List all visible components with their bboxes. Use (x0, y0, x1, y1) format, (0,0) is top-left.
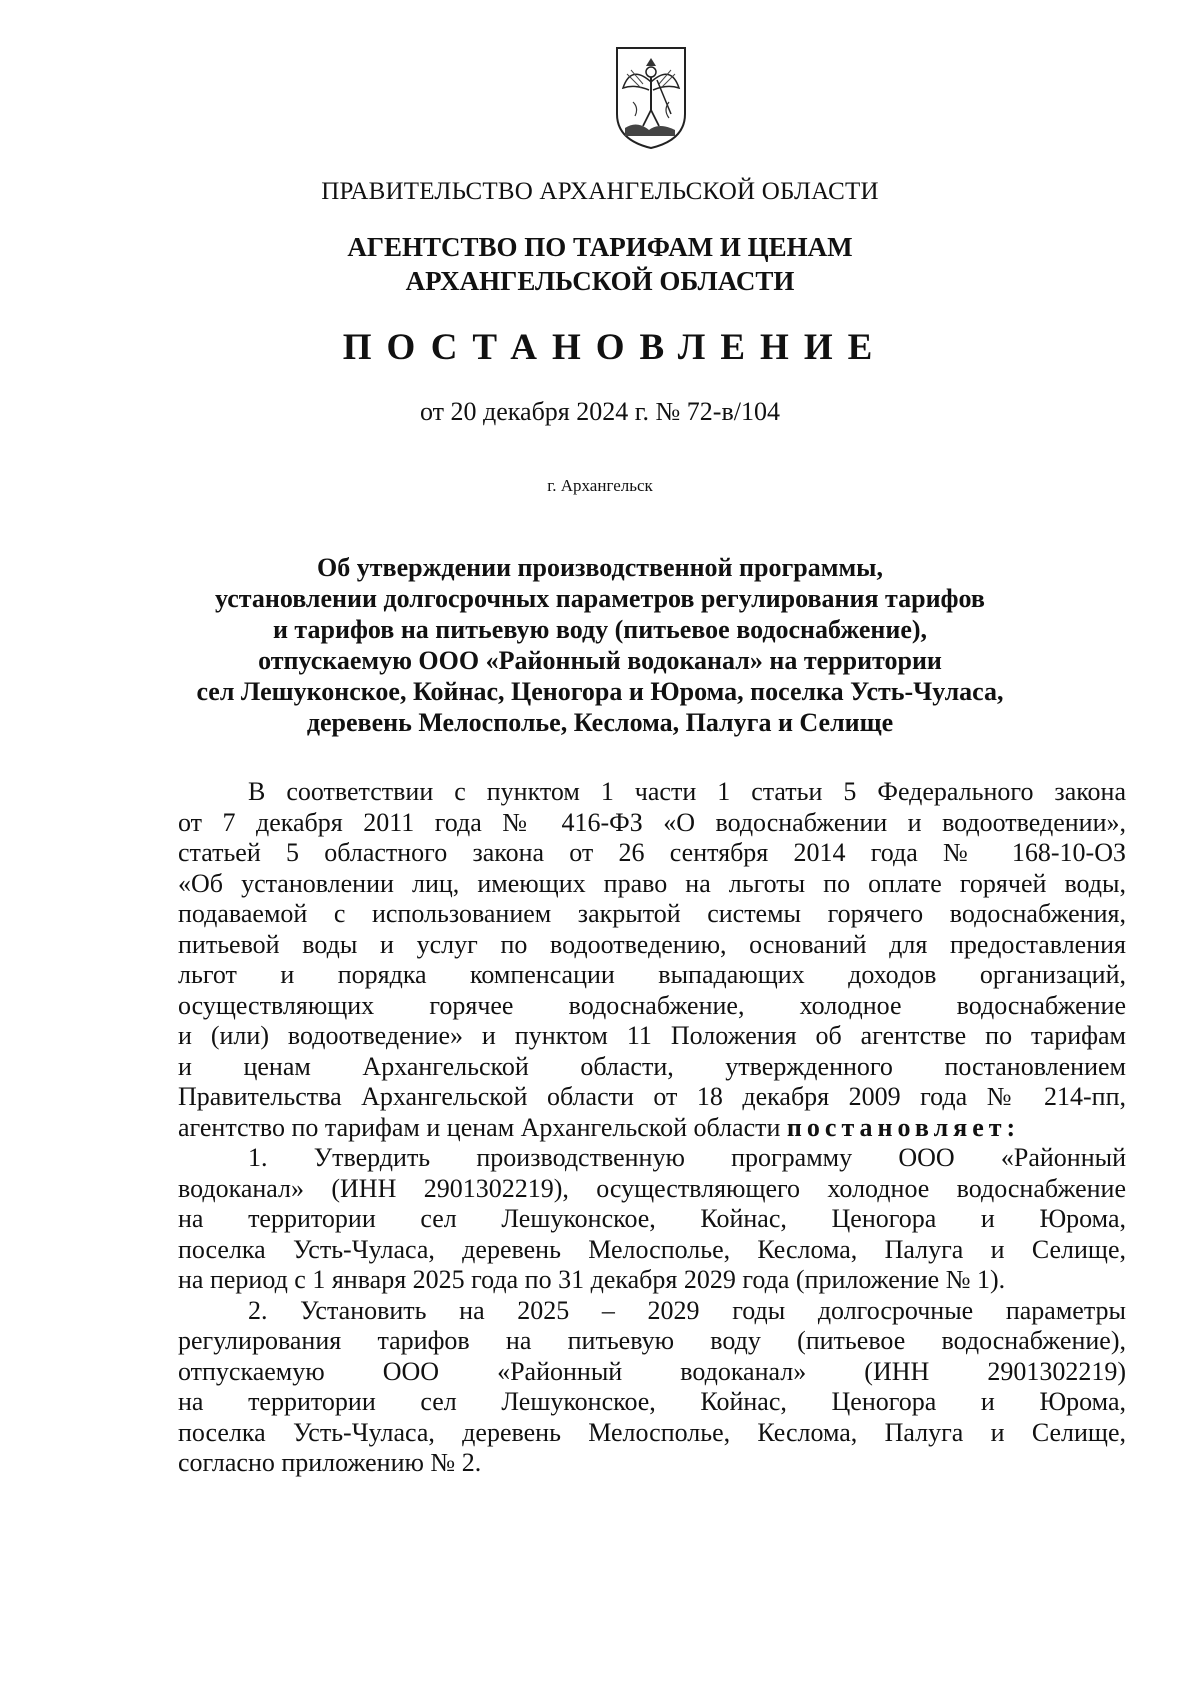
body-line: «Об установлении лиц, имеющих право на льготы по оплате горячей воды, (178, 868, 1126, 898)
body-line: на территории сел Лешуконское, Койнас, Ценогора и Юрома, (178, 1387, 1126, 1416)
title-line: деревень Мелосполье, Кеслома, Палуга и Селище (306, 708, 894, 737)
title-line: отпускаемую ООО «Районный водоканал» на территории (258, 646, 942, 675)
document-city: г. Архангельск (547, 476, 653, 495)
decree-word: постановляет: (786, 1112, 1021, 1142)
body-line: В соответствии с пунктом 1 части 1 статьи 5 Федерального закона (248, 777, 1126, 806)
agency-name (0, 230, 1200, 298)
preamble-last-text: агентство по тарифам и ценам Архангельской области (178, 1112, 787, 1142)
body-line: льгот и порядка компенсации выпадающих доходов организаций, (178, 960, 1126, 989)
body-line: подаваемой с использованием закрытой системы горячего водоснабжения, (178, 899, 1126, 928)
title-line: сел Лешуконское, Койнас, Ценогора и Юрома, поселка Усть-Чуласа, (196, 677, 1004, 706)
body-line: Правительства Архангельской области от 18 декабря 2009 года № 214-пп, (178, 1082, 1126, 1111)
item-1-paragraph (178, 1143, 1126, 1296)
document-type: ПОСТАНОВЛЕНИЕ (342, 327, 888, 368)
body-line: водоканал» (ИНН 2901302219), осуществляющего холодное водоснабжение (178, 1173, 1126, 1203)
body-line: питьевой воды и услуг по водоотведению, оснований для предоставления (178, 929, 1126, 959)
agency-name-line: АГЕНТСТВО ПО ТАРИФАМ И ЦЕНАМ (347, 232, 853, 262)
body-line: на период с 1 января 2025 года по 31 декабря 2029 года (приложение № 1). (178, 1265, 1006, 1294)
body-line: поселка Усть-Чуласа, деревень Мелосполье, Кеслома, Палуга и Селище, (178, 1234, 1126, 1264)
title-line: и тарифов на питьевую воду (питьевое водоснабжение), (272, 615, 928, 644)
body-line: отпускаемую ООО «Районный водоканал» (ИНН 2901302219) (178, 1356, 1126, 1386)
agency-name-line: АРХАНГЕЛЬСКОЙ ОБЛАСТИ (405, 266, 795, 296)
title-line: установлении долгосрочных параметров регулирования тарифов (215, 584, 985, 613)
document-body (178, 777, 1126, 1479)
coat-of-arms-emblem (613, 44, 689, 152)
document-date-number: от 20 декабря 2024 г. № 72-в/104 (420, 397, 780, 426)
body-line: на территории сел Лешуконское, Койнас, Ценогора и Юрома, (178, 1204, 1126, 1233)
body-line: 1. Утвердить производственную программу ООО «Районный (248, 1143, 1126, 1172)
body-line: согласно приложению № 2. (178, 1448, 482, 1477)
item-2-paragraph (178, 1296, 1126, 1479)
body-line: статьей 5 областного закона от 26 сентября 2014 года № 168-10-ОЗ (178, 838, 1126, 867)
body-line: и (или) водоотведение» и пунктом 11 Положения об агентстве по тарифам (178, 1021, 1126, 1050)
preamble-paragraph (178, 777, 1126, 1143)
body-line: от 7 декабря 2011 года № 416-ФЗ «О водоснабжении и водоотведении», (178, 807, 1126, 837)
body-line: 2. Установить на 2025 – 2029 годы долгосрочные параметры (248, 1295, 1126, 1325)
body-line: регулирования тарифов на питьевую воду (питьевое водоснабжение), (178, 1326, 1126, 1355)
body-line: поселка Усть-Чуласа, деревень Мелосполье, Кеслома, Палуга и Селище, (178, 1417, 1126, 1447)
body-line (178, 1113, 1126, 1144)
government-name: ПРАВИТЕЛЬСТВО АРХАНГЕЛЬСКОЙ ОБЛАСТИ (321, 178, 879, 205)
body-line: осуществляющих горячее водоснабжение, холодное водоснабжение (178, 990, 1126, 1020)
title-line: Об утверждении производственной программы, (317, 553, 883, 582)
document-title (0, 552, 1200, 738)
body-line: и ценам Архангельской области, утвержденного постановлением (178, 1051, 1126, 1081)
